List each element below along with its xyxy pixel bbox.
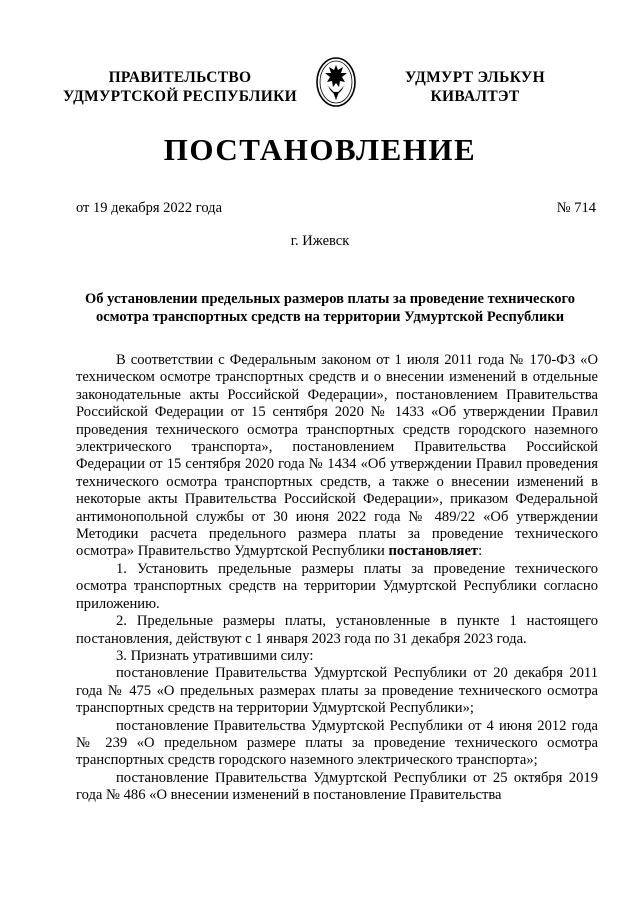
document-number: № 714 — [556, 200, 596, 216]
document-body — [76, 352, 598, 805]
paragraph-item-2: 2. Предельные размеры платы, установленные в пункте 1 настоящего постановления, действуют с 1 января 2023 года по 31 декабря 2023 года. — [76, 613, 598, 647]
government-name-udmurt-line1: УДМУРТ ЭЛЬКУН — [405, 69, 545, 86]
document-subject: Об установлении предельных размеров платы за проведение технического осмотра транспортных средств на территории Удмуртской Республики — [85, 291, 575, 325]
government-name-line1: ПРАВИТЕЛЬСТВО — [108, 69, 252, 86]
paragraph-item-1: 1. Установить предельные размеры платы за проведение технического осмотра транспортных средств на территории Удмуртской Республики согласно приложению. — [76, 560, 598, 612]
paragraph-repealed-3: постановление Правительства Удмуртской Республики от 25 октября 2019 года № 486 «О внесении изменений в постановление Правительства — [76, 769, 598, 804]
document-city: г. Ижевск — [290, 233, 350, 249]
preamble-colon: : — [478, 543, 483, 560]
coat-of-arms-icon — [314, 56, 358, 108]
paragraph-preamble — [76, 352, 598, 561]
government-name-russian — [60, 68, 300, 106]
document-type-title: ПОСТАНОВЛЕНИЕ — [163, 132, 477, 167]
document-date: от 19 декабря 2022 года — [76, 200, 222, 216]
government-name-line2: УДМУРТСКОЙ РЕСПУБЛИКИ — [62, 88, 297, 105]
preamble-text: В соответствии с Федеральным законом от 1 июля 2011 года № 170-ФЗ «О техническом осмотре транспортных средств и о внесении изменений в отдельные законодательные акты Российской Федерации», постановлением Правительства Российской Федерации от 15 сентября 2020 № 1433 «Об утверждении Правил проведения технического осмотра транспортных средств городского наземного электрического транспорта», постановлением Правительства Российской Федерации от 15 сентября 2020 года № 1434 «Об утверждении Правил проведения технического осмотра транспортных средств, а также о внесении изменений в некоторые акты Правительства Российской Федерации», приказом Федеральной антимонопольной службы от 30 июня 2022 года № 489/22 «Об утверждении Методики расчета предельного размера платы за проведение технического осмотра» Правительство Удмуртской Республики — [76, 352, 598, 560]
government-name-udmurt-line2: КИВАЛТЭТ — [430, 88, 520, 105]
preamble-decision-word: постановляет — [388, 543, 479, 560]
government-name-udmurt — [380, 68, 570, 106]
paragraph-item-3: 3. Признать утратившими силу: — [116, 647, 314, 664]
paragraph-repealed-2: постановление Правительства Удмуртской Республики от 4 июня 2012 года № 239 «О предельном размере платы за проведение технического осмотра транспортных средств городского наземного электрического транспорта»; — [76, 717, 598, 769]
paragraph-repealed-1: постановление Правительства Удмуртской Республики от 20 декабря 2011 года № 475 «О предельных размерах платы за проведение технического осмотра транспортных средств на территории Удмуртской Республики»; — [76, 665, 598, 717]
